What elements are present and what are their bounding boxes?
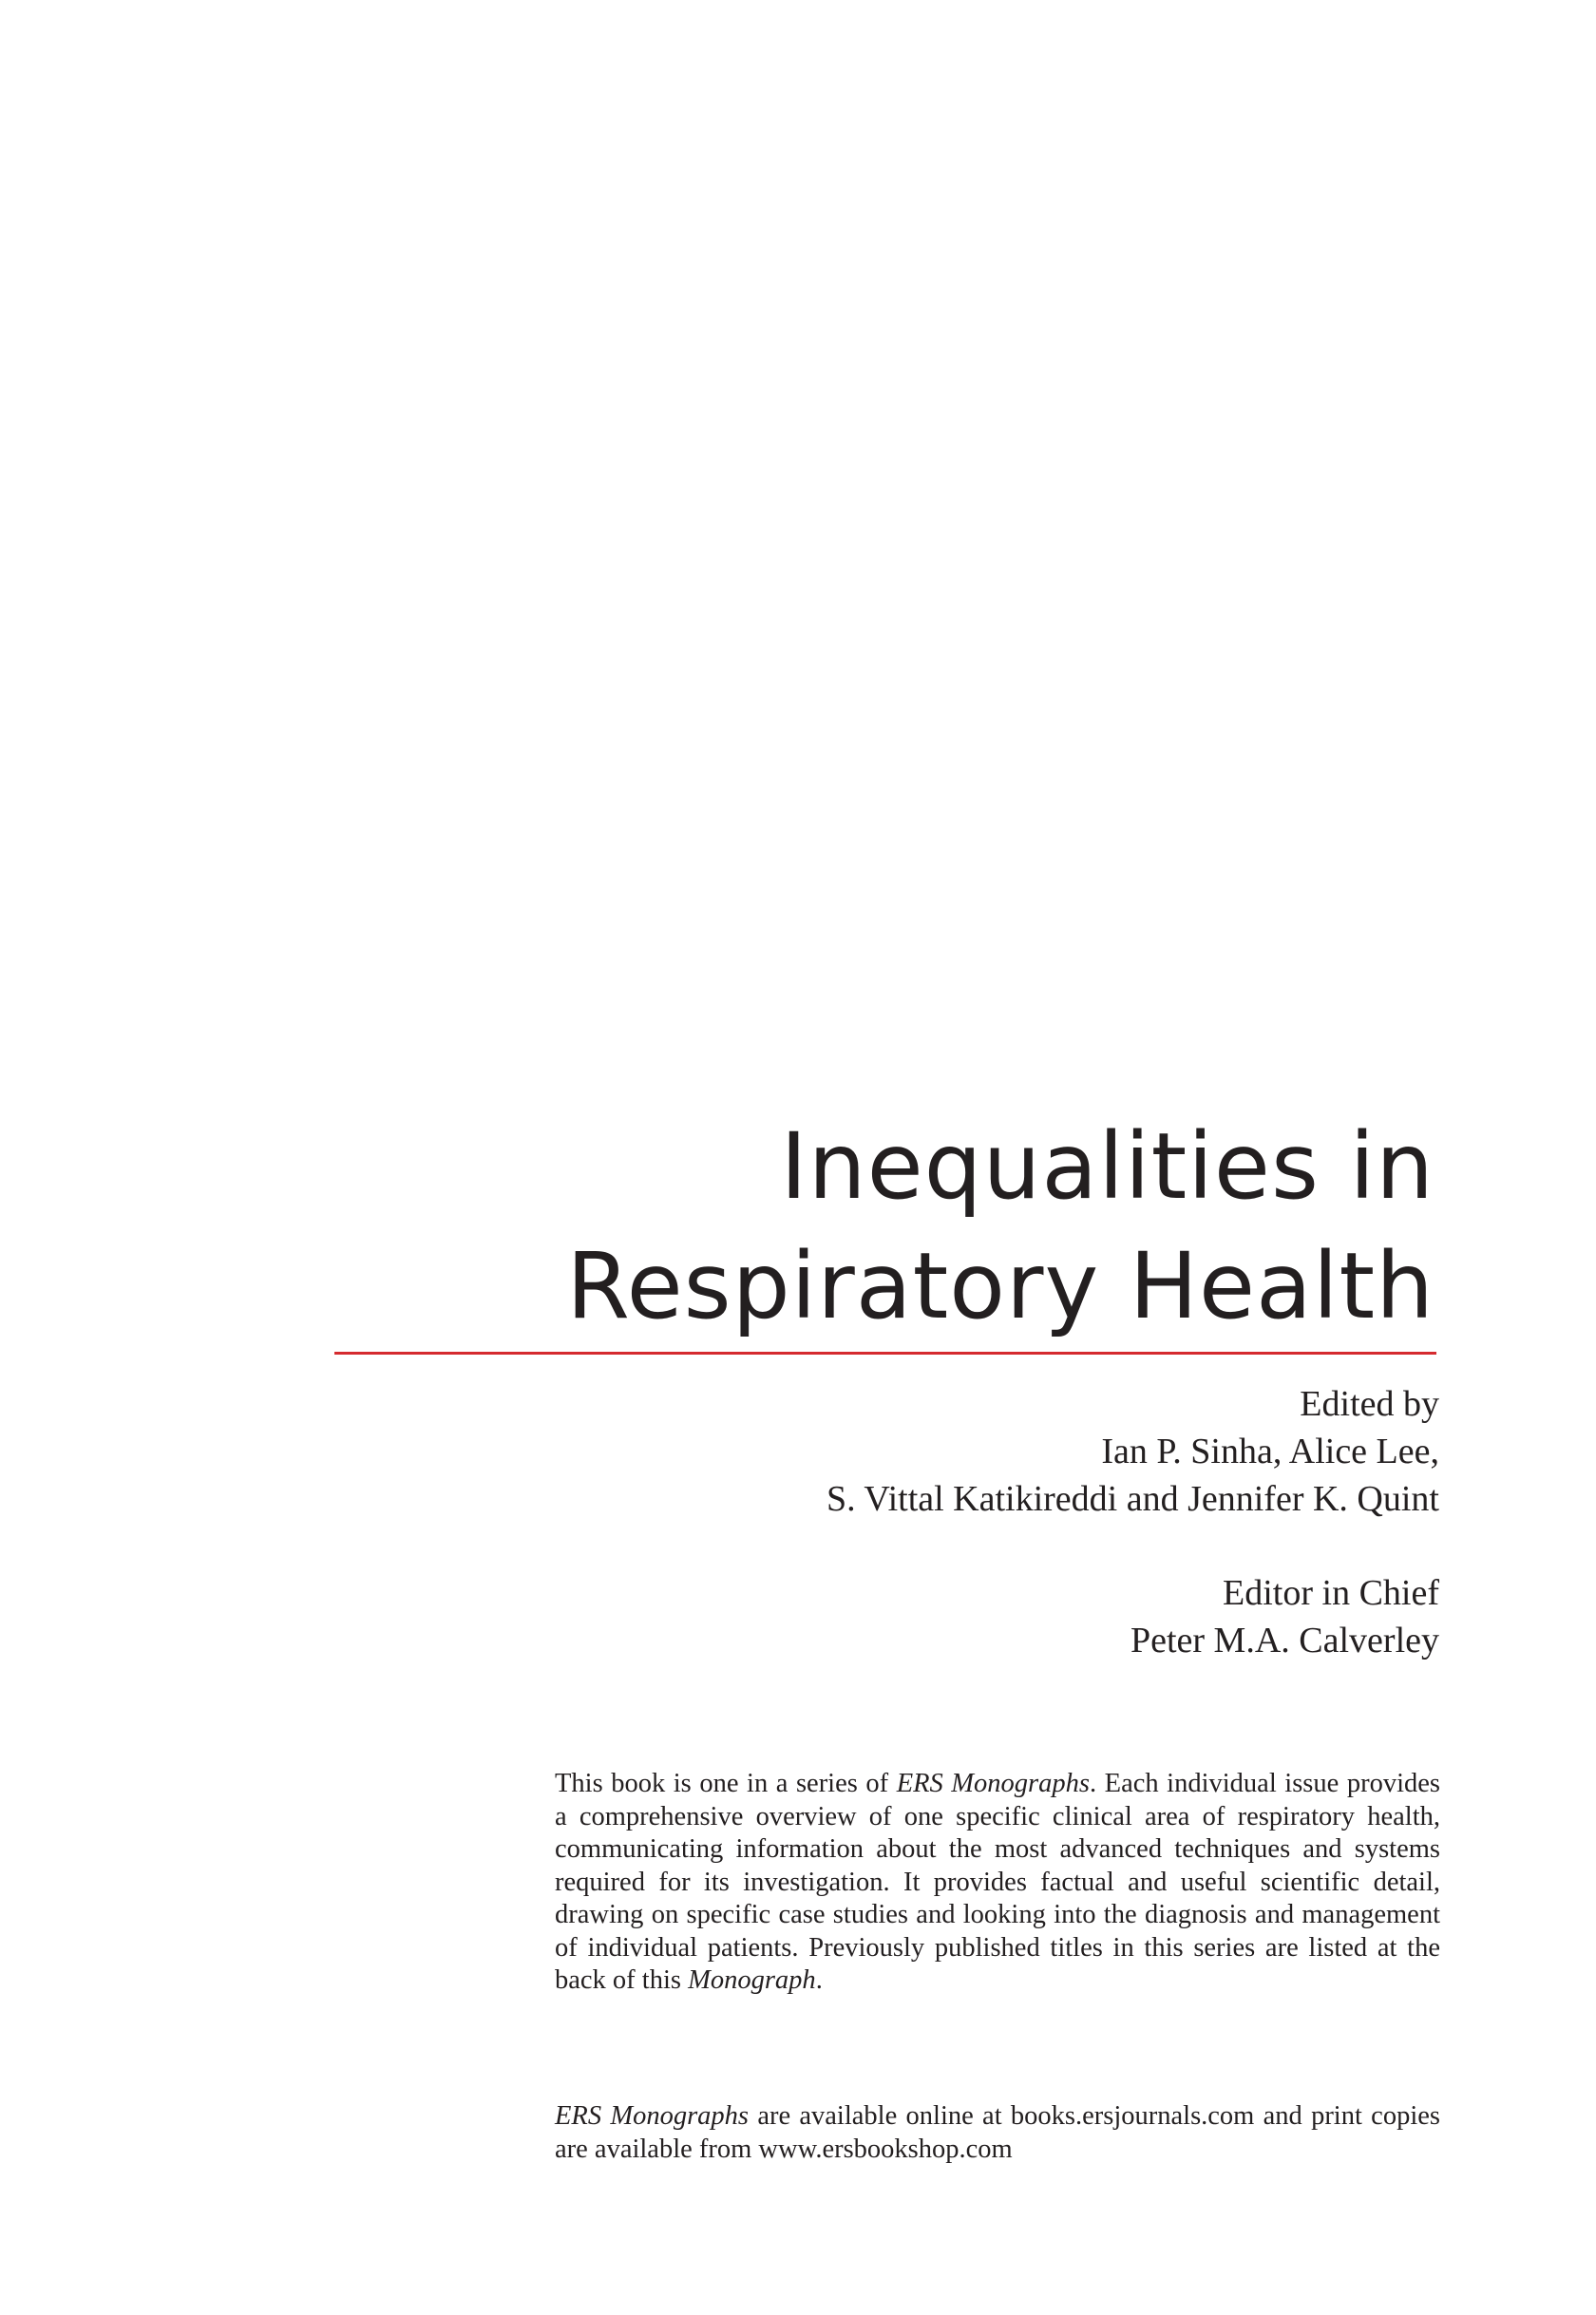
editors-block [584, 1380, 1439, 1523]
editors-names-line-2: S. Vittal Katikireddi and Jennifer K. Quint [826, 1479, 1439, 1519]
book-title-line-2: Respiratory Health [566, 1233, 1434, 1339]
availability-paragraph [555, 2100, 1440, 2166]
edited-by-label: Edited by [1300, 1384, 1439, 1424]
blurb-text-3: . [815, 1965, 823, 1995]
editor-in-chief-block [584, 1569, 1439, 1664]
blurb-text-2: . Each individual issue provides a comprehensive overview of one specific clinical area of respiratory health, communicating information about the most advanced techniques and systems required for its investigation. It provides factual and useful scientific detail, drawing on specific case studies and looking into the diagnosis and management of individual patients. Previously published titles in this series are listed at the back of this [555, 1769, 1440, 1995]
availability-series-name: ERS Monographs [555, 2101, 750, 2131]
blurb-text-1: This book is one in a series of [555, 1769, 897, 1798]
blurb-series-name: ERS Monographs [896, 1769, 1090, 1798]
title-divider-rule [334, 1352, 1436, 1355]
editor-in-chief-label: Editor in Chief [1223, 1573, 1439, 1613]
book-title [332, 1107, 1434, 1346]
editor-in-chief-name: Peter M.A. Calverley [1130, 1621, 1439, 1660]
blurb-monograph-word: Monograph [688, 1965, 816, 1995]
availability-text: are available online at books.ersjournals.com and print copies are available from www.ersbookshop.com [555, 2101, 1440, 2164]
editors-names-line-1: Ian P. Sinha, Alice Lee, [1101, 1432, 1439, 1471]
series-description-paragraph [555, 1768, 1440, 1998]
book-title-line-1: Inequalities in [780, 1113, 1434, 1220]
